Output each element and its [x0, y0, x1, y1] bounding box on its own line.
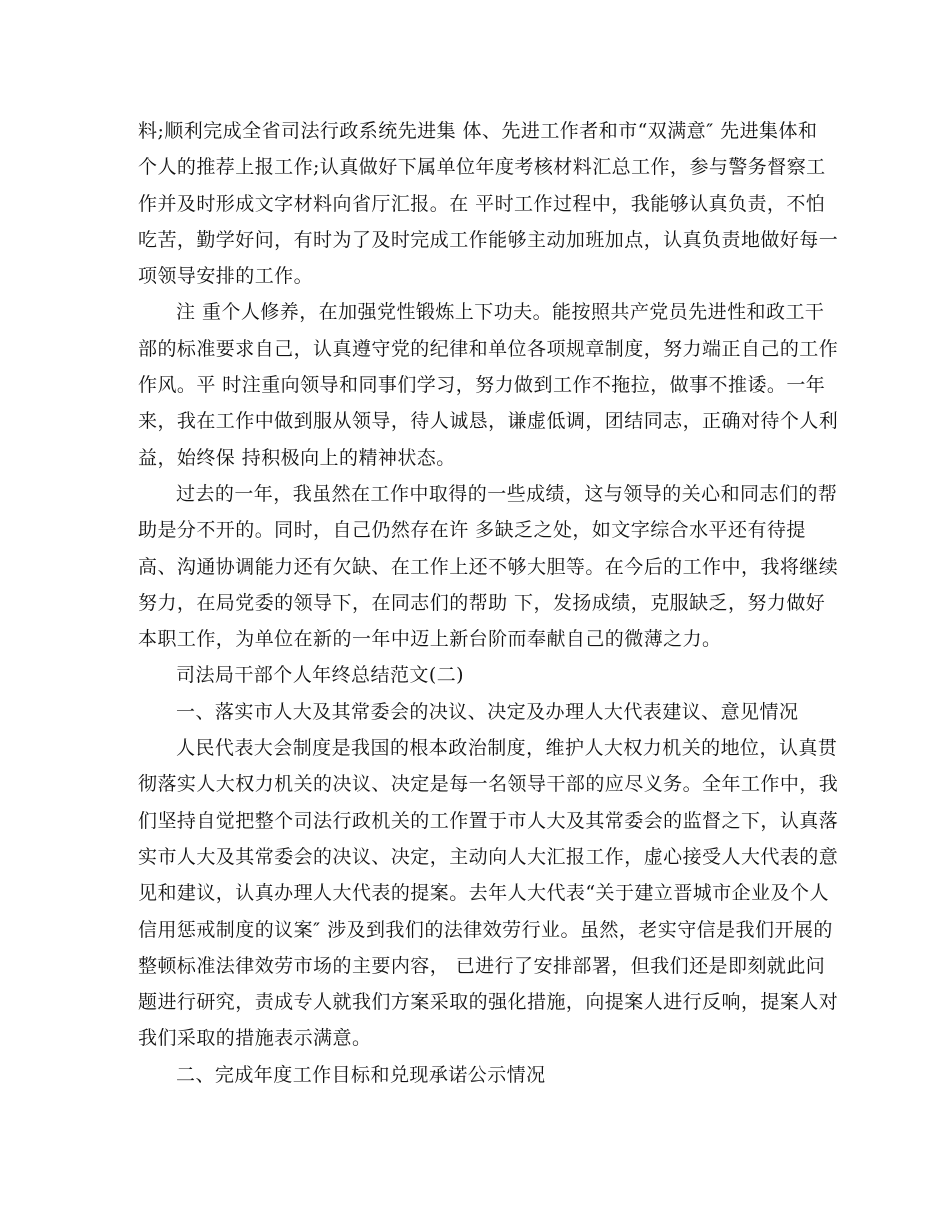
- document-body: [138, 113, 839, 1093]
- paragraph-line: 们坚持自觉把整个司法行政机关的工作置于市人大及其常委会的监督之下，认真落: [138, 809, 839, 832]
- paragraph-line: 项领导安排的工作。: [138, 265, 314, 288]
- paragraph-line: 作并及时形成文字材料向省厅汇报。在 平时工作过程中，我能够认真负责，不怕: [138, 192, 826, 215]
- paragraph-line: 见和建议，认真办理人大代表的提案。去年人大代表“关于建立晋城市企业及个人: [138, 882, 829, 905]
- paragraph-line: 助是分不开的。同时，自己仍然存在许 多缺乏之处，如文字综合水平还有待提: [138, 519, 806, 542]
- paragraph-line: 过去的一年，我虽然在工作中取得的一些成绩，这与领导的关心和同志们的帮: [176, 482, 838, 505]
- paragraph-line: 益，始终保 持积极向上的精神状态。: [138, 446, 456, 469]
- paragraph-line: 高、沟通协调能力还有欠缺、在工作上还不够大胆等。在今后的工作中，我将继续: [138, 555, 839, 578]
- paragraph-line: 我们采取的措施表示满意。: [138, 1027, 372, 1050]
- paragraph-line: 整顿标准法律效劳市场的主要内容， 已进行了安排部署，但我们还是即刻就此问: [138, 954, 826, 977]
- paragraph-line: 努力，在局党委的领导下，在同志们的帮助 下，发扬成绩，克服缺乏，努力做好: [138, 591, 826, 614]
- paragraph-line: 来，我在工作中做到服从领导，待人诚恳，谦虚低调，团结同志，正确对待个人利: [138, 410, 839, 433]
- paragraph-line: 注 重个人修养，在加强党性锻炼上下功夫。能按照共产党员先进性和政工干: [176, 301, 825, 324]
- paragraph-line: 料;顺利完成全省司法行政系统先进集 体、先进工作者和市“双满意″ 先进集体和: [138, 120, 818, 142]
- paragraph-line: 人民代表大会制度是我国的根本政治制度，维护人大权力机关的地位，认真贯: [176, 737, 838, 760]
- paragraph-line: 部的标准要求自己，认真遵守党的纪律和单位各项规章制度，努力端正自己的工作: [138, 337, 839, 360]
- paragraph-line: 个人的推荐上报工作;认真做好下属单位年度考核材料汇总工作，参与警务督察工: [138, 156, 826, 179]
- paragraph-line: 彻落实人大权力机关的决议、决定是每一名领导干部的应尽义务。全年工作中，我: [138, 773, 839, 796]
- paragraph-line: 作风。平 时注重向领导和同事们学习，努力做到工作不拖拉，做事不推诿。一年: [138, 374, 826, 397]
- paragraph-line: 吃苦，勤学好问，有时为了及时完成工作能够主动加班加点，认真负责地做好每一: [138, 228, 839, 251]
- paragraph-line: 题进行研究，责成专人就我们方案采取的强化措施，向提案人进行反响，提案人对: [138, 991, 839, 1014]
- paragraph-line: 本职工作，为单位在新的一年中迈上新台阶而奉献自己的微薄之力。: [138, 628, 722, 651]
- paragraph-line: 实市人大及其常委会的决议、决定，主动向人大汇报工作，虚心接受人大代表的意: [138, 845, 839, 868]
- paragraph-line: 信用惩戒制度的议案″ 涉及到我们的法律效劳行业。虽然，老实守信是我们开展的: [138, 918, 833, 941]
- section-heading: 一、落实市人大及其常委会的决议、决定及办理人大代表建议、意见情况: [176, 700, 799, 723]
- section-title: 司法局干部个人年终总结范文(二): [176, 664, 465, 687]
- section-heading: 二、完成年度工作目标和兑现承诺公示情况: [176, 1063, 546, 1086]
